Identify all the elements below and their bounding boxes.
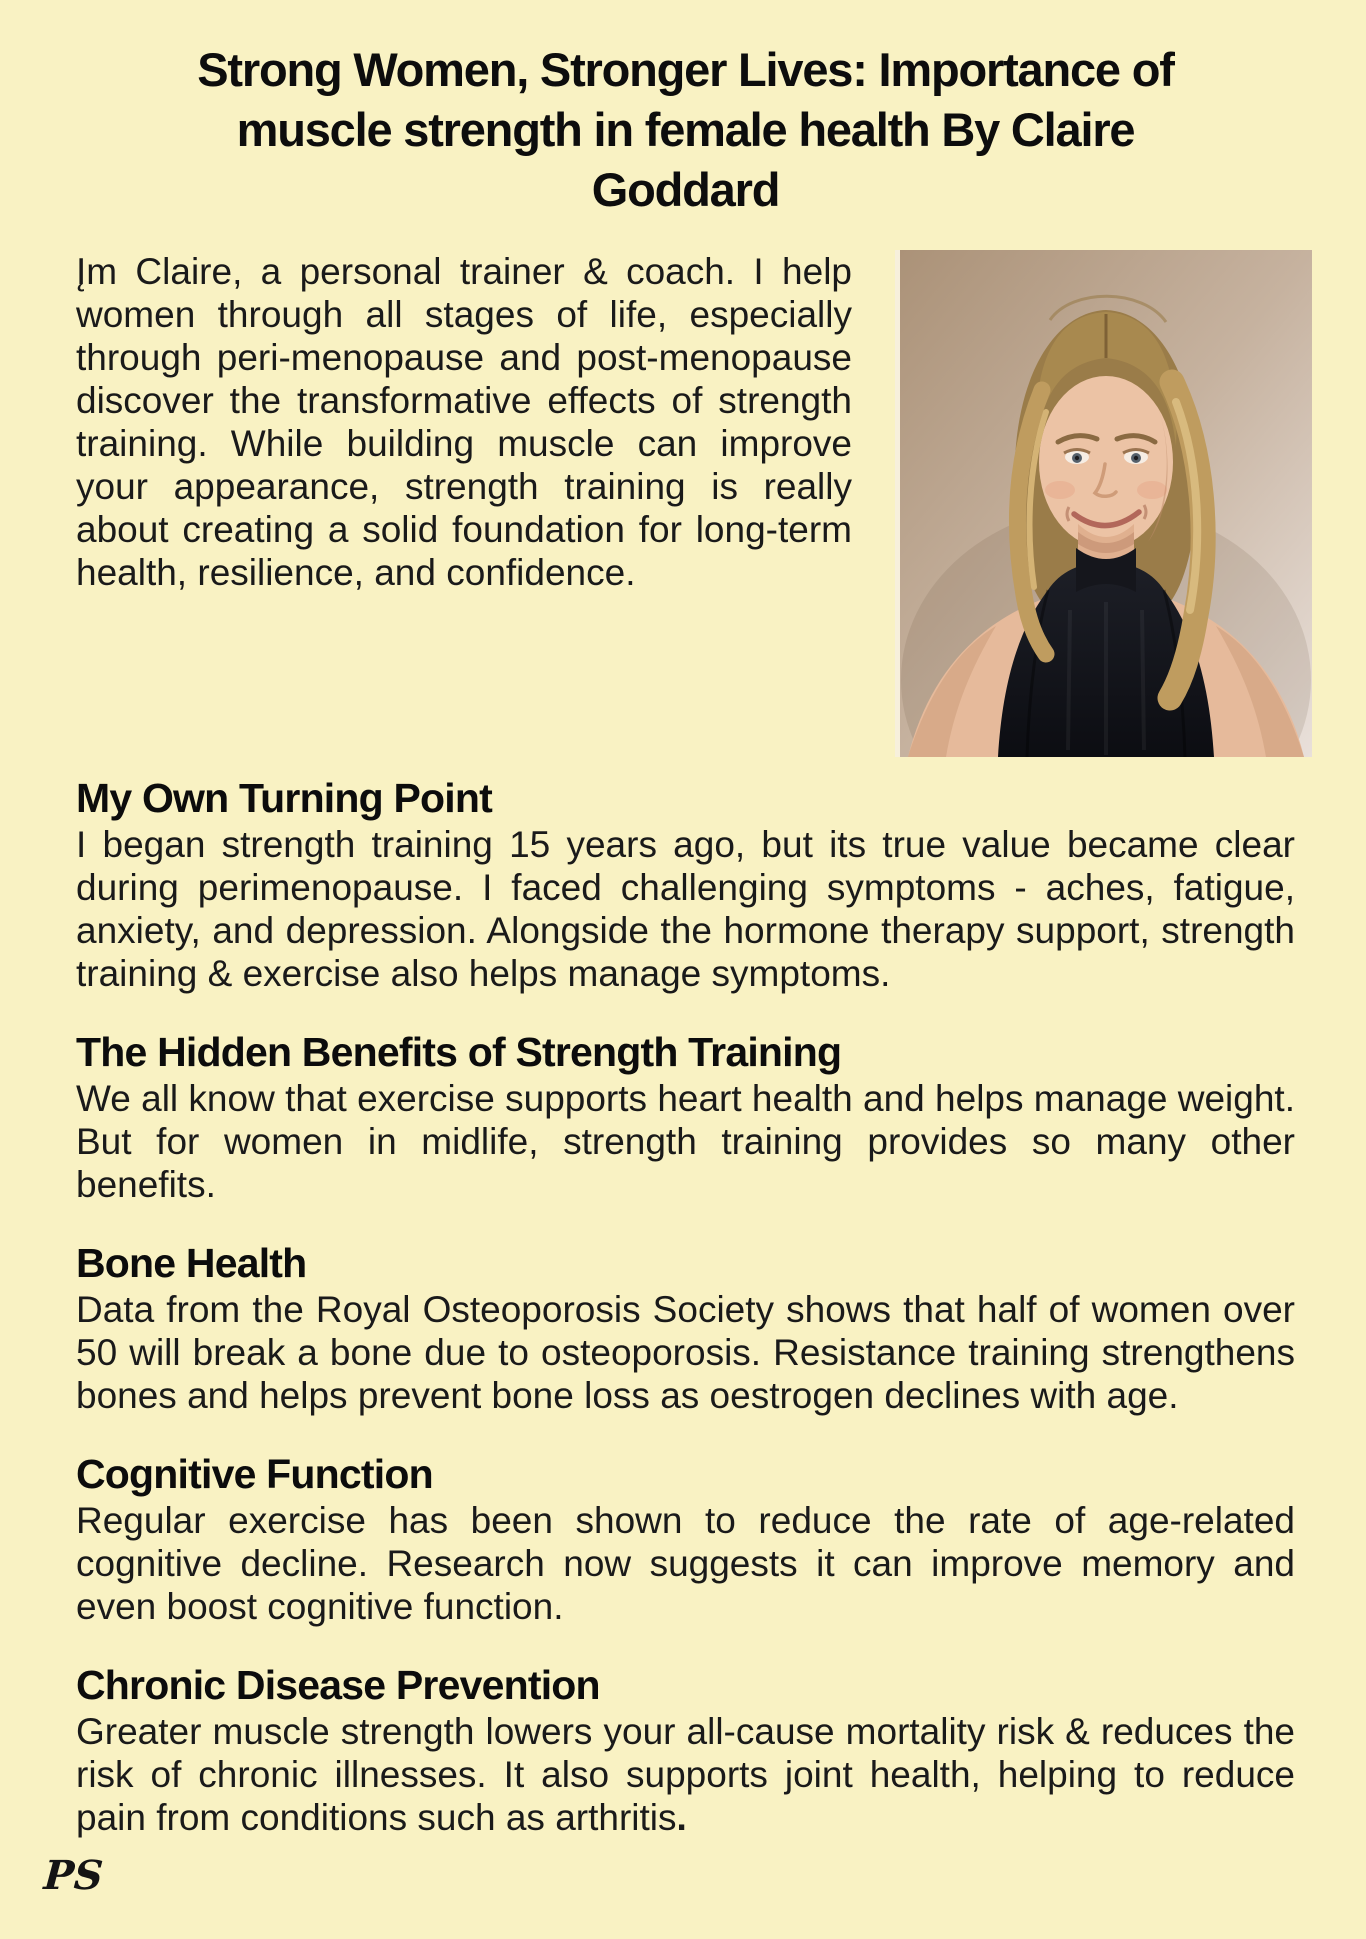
section-cognitive-function	[76, 1451, 1295, 1628]
section-hidden-benefits	[76, 1029, 1295, 1206]
section-chronic-disease-prevention	[76, 1662, 1295, 1839]
page-title: Strong Women, Stronger Lives: Importance of muscle strength in female health By Claire Goddard	[197, 43, 1174, 216]
section-body	[76, 1710, 1295, 1839]
author-photo	[895, 250, 1307, 757]
section-heading: My Own Turning Point	[76, 775, 492, 821]
bold-period: .	[676, 1797, 687, 1838]
section-heading: Chronic Disease Prevention	[76, 1662, 600, 1708]
section-heading: The Hidden Benefits of Strength Training	[76, 1029, 842, 1075]
section-body: We all know that exercise supports heart health and helps manage weight. But for women in midlife, strength training provides so many other benefits.	[76, 1078, 1295, 1205]
section-bone-health	[76, 1240, 1295, 1417]
signature-monogram: PS	[42, 1852, 105, 1899]
section-body: Regular exercise has been shown to reduce the rate of age-related cognitive decline. Research now suggests it can improve memory and even boost cognitive function.	[76, 1500, 1295, 1627]
section-heading: Cognitive Function	[76, 1451, 433, 1497]
intro-paragraph: Įm Claire, a personal trainer & coach. I help women through all stages of life, especially through peri-menopause and post-menopause discover the transformative effects of strength training. While building muscle can improve your appearance, strength training is really about creating a solid foundation for long-term health, resilience, and confidence.	[76, 251, 852, 593]
section-body: I began strength training 15 years ago, but its true value became clear during perimenopause. I faced challenging symptoms - aches, fatigue, anxiety, and depression. Alongside the hormone therapy support, strength training & exercise also helps manage symptoms.	[76, 824, 1295, 994]
section-body-text: Greater muscle strength lowers your all-cause mortality risk & reduces the risk of chronic illnesses. It also supports joint health, helping to reduce pain from conditions such as arthritis	[76, 1711, 1295, 1838]
section-heading: Bone Health	[76, 1240, 307, 1286]
intro-section	[76, 250, 1295, 757]
woman-portrait-illustration	[900, 250, 1312, 757]
section-my-own-turning-point	[76, 775, 1295, 995]
section-body: Data from the Royal Osteoporosis Society shows that half of women over 50 will break a bone due to osteoporosis. Resistance training strengthens bones and helps prevent bone loss as oestrogen declines with age.	[76, 1289, 1295, 1416]
